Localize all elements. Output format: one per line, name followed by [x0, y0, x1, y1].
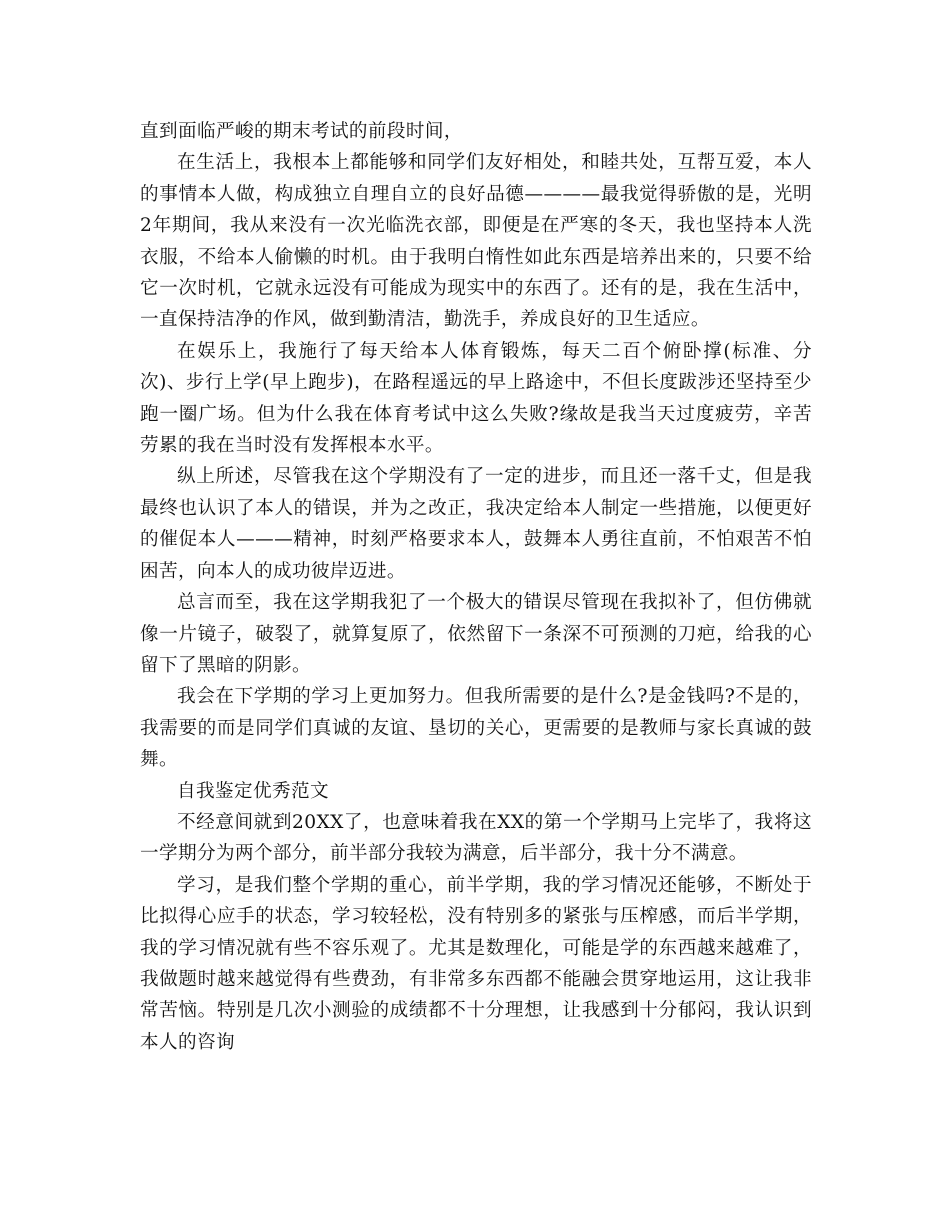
- paragraph-recreation: 在娱乐上，我施行了每天给本人体育锻炼，每天二百个俯卧撑(标准、分次)、步行上学(早上跑步)，在路程遥远的早上路途中，不但长度跋涉还坚持至少跑一圈广场。但为什么我在体育考试中这么失败?缘故是我当天过度疲劳，辛苦劳累的我在当时没有发挥根本水平。: [140, 340, 812, 457]
- paragraph-life: 在生活上，我根本上都能够和同学们友好相处，和睦共处，互帮互爱，本人的事情本人做，构成独立自理自立的良好品德————最我觉得骄傲的是，光明2年期间，我从来没有一次光临洗衣部，即便是在严寒的冬天，我也坚持本人洗衣服，不给本人偷懒的时机。由于我明白惰性如此东西是培养出来的，只要不给它一次时机，它就永远没有可能成为现实中的东西了。还有的是，我在生活中，一直保持洁净的作风，做到勤清洁，勤洗手，养成良好的卫生适应。: [140, 152, 812, 331]
- paragraph-summary: 纵上所述，尽管我在这个学期没有了一定的进步，而且还一落千丈，但是我最终也认识了本人的错误，并为之改正，我决定给本人制定一些措施，以便更好的催促本人———精神，时刻严格要求本人，鼓舞本人勇往直前，不怕艰苦不怕困苦，向本人的成功彼岸迈进。: [140, 466, 812, 582]
- document-body: [140, 116, 812, 1058]
- paragraph-next-semester: 我会在下学期的学习上更加努力。但我所需要的是什么?是金钱吗?不是的，我需要的而是同学们真诚的友谊、垦切的关心，更需要的是教师与家长真诚的鼓舞。: [140, 686, 812, 771]
- section-heading: 自我鉴定优秀范文: [177, 780, 329, 802]
- paragraph-conclusion: 总言而至，我在这学期我犯了一个极大的错误尽管现在我拟补了，但仿佛就像一片镜子，破裂了，就算复原了，依然留下一条深不可预测的刀疤，给我的心留下了黑暗的阴影。: [140, 592, 812, 676]
- paragraph-study: 学习，是我们整个学期的重心，前半学期，我的学习情况还能够，不断处于比拟得心应手的状态，学习较轻松，没有特别多的紧张与压榨感，而后半学期，我的学习情况就有些不容乐观了。尤其是数理化，可能是学的东西越来越难了，我做题时越来越觉得有些费劲，有非常多东西都不能融会贯穿地运用，这让我非常苦恼。特别是几次小测验的成绩都不十分理想，让我感到十分郁闷，我认识到本人的咨询: [140, 874, 812, 1053]
- paragraph-intro: 不经意间就到20XX了，也意味着我在XX的第一个学期马上完毕了，我将这一学期分为两个部分，前半部分我较为满意，后半部分，我十分不满意。: [140, 811, 812, 865]
- paragraph-continuation: 直到面临严峻的期末考试的前段时间，: [140, 121, 463, 142]
